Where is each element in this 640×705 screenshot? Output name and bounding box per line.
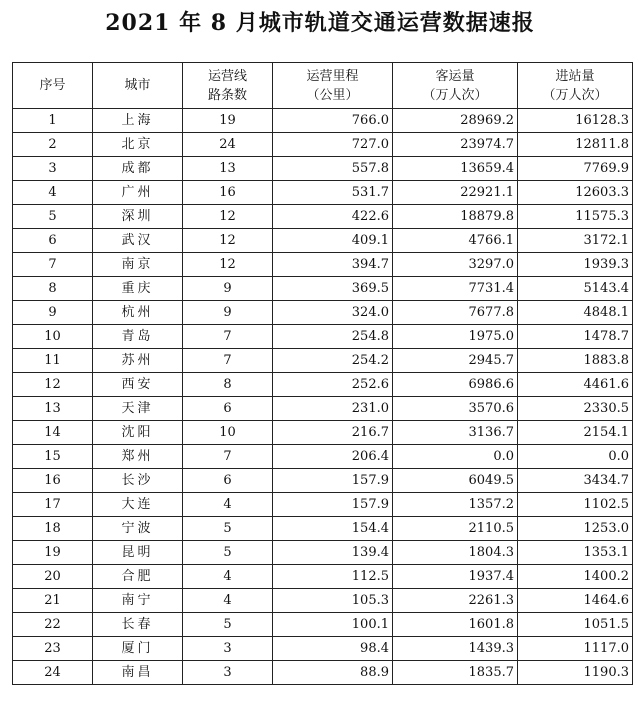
cell-mileage: 422.6 bbox=[273, 205, 393, 229]
cell-passengers: 13659.4 bbox=[393, 157, 518, 181]
cell-index: 12 bbox=[13, 373, 93, 397]
cell-index: 17 bbox=[13, 493, 93, 517]
cell-entries: 1102.5 bbox=[518, 493, 633, 517]
cell-index: 4 bbox=[13, 181, 93, 205]
cell-entries: 5143.4 bbox=[518, 277, 633, 301]
header-entries bbox=[518, 63, 633, 109]
cell-city: 大连 bbox=[93, 493, 183, 517]
cell-city: 沈阳 bbox=[93, 421, 183, 445]
table-row bbox=[13, 541, 633, 565]
cell-mileage: 409.1 bbox=[273, 229, 393, 253]
cell-entries: 1253.0 bbox=[518, 517, 633, 541]
cell-city: 合肥 bbox=[93, 565, 183, 589]
cell-mileage: 369.5 bbox=[273, 277, 393, 301]
cell-entries: 1400.2 bbox=[518, 565, 633, 589]
cell-city: 南京 bbox=[93, 253, 183, 277]
cell-mileage: 100.1 bbox=[273, 613, 393, 637]
cell-passengers: 1804.3 bbox=[393, 541, 518, 565]
header-mileage-label: 运营里程 bbox=[306, 68, 359, 84]
cell-entries: 1353.1 bbox=[518, 541, 633, 565]
cell-entries: 3434.7 bbox=[518, 469, 633, 493]
cell-entries: 1190.3 bbox=[518, 661, 633, 685]
cell-lines: 4 bbox=[183, 493, 273, 517]
cell-passengers: 1601.8 bbox=[393, 613, 518, 637]
table-row bbox=[13, 253, 633, 277]
cell-mileage: 252.6 bbox=[273, 373, 393, 397]
table-row bbox=[13, 613, 633, 637]
cell-entries: 1478.7 bbox=[518, 325, 633, 349]
cell-city: 青岛 bbox=[93, 325, 183, 349]
cell-lines: 7 bbox=[183, 445, 273, 469]
cell-passengers: 0.0 bbox=[393, 445, 518, 469]
cell-mileage: 157.9 bbox=[273, 469, 393, 493]
cell-index: 23 bbox=[13, 637, 93, 661]
cell-city: 重庆 bbox=[93, 277, 183, 301]
header-passengers bbox=[393, 63, 518, 109]
header-lines-label: 运营线 bbox=[207, 68, 247, 84]
cell-passengers: 23974.7 bbox=[393, 133, 518, 157]
header-passengers-unit: （万人次） bbox=[422, 87, 488, 103]
table-row bbox=[13, 229, 633, 253]
header-lines-label-2: 路条数 bbox=[207, 87, 247, 103]
cell-city: 昆明 bbox=[93, 541, 183, 565]
cell-mileage: 531.7 bbox=[273, 181, 393, 205]
cell-index: 3 bbox=[13, 157, 93, 181]
cell-index: 11 bbox=[13, 349, 93, 373]
table-row bbox=[13, 133, 633, 157]
cell-city: 郑州 bbox=[93, 445, 183, 469]
cell-lines: 7 bbox=[183, 325, 273, 349]
cell-lines: 19 bbox=[183, 109, 273, 133]
header-index bbox=[13, 63, 93, 109]
cell-mileage: 154.4 bbox=[273, 517, 393, 541]
cell-entries: 7769.9 bbox=[518, 157, 633, 181]
cell-index: 21 bbox=[13, 589, 93, 613]
header-city bbox=[93, 63, 183, 109]
header-city-label: 城市 bbox=[124, 78, 151, 93]
cell-entries: 16128.3 bbox=[518, 109, 633, 133]
cell-passengers: 22921.1 bbox=[393, 181, 518, 205]
cell-city: 武汉 bbox=[93, 229, 183, 253]
cell-lines: 12 bbox=[183, 253, 273, 277]
table-row bbox=[13, 157, 633, 181]
cell-lines: 9 bbox=[183, 301, 273, 325]
cell-passengers: 7731.4 bbox=[393, 277, 518, 301]
cell-index: 7 bbox=[13, 253, 93, 277]
cell-index: 15 bbox=[13, 445, 93, 469]
cell-index: 24 bbox=[13, 661, 93, 685]
cell-mileage: 727.0 bbox=[273, 133, 393, 157]
cell-entries: 1464.6 bbox=[518, 589, 633, 613]
cell-mileage: 324.0 bbox=[273, 301, 393, 325]
cell-lines: 3 bbox=[183, 661, 273, 685]
cell-entries: 1051.5 bbox=[518, 613, 633, 637]
cell-passengers: 6049.5 bbox=[393, 469, 518, 493]
cell-passengers: 3136.7 bbox=[393, 421, 518, 445]
cell-passengers: 4766.1 bbox=[393, 229, 518, 253]
cell-index: 16 bbox=[13, 469, 93, 493]
cell-lines: 13 bbox=[183, 157, 273, 181]
cell-passengers: 1835.7 bbox=[393, 661, 518, 685]
cell-city: 广州 bbox=[93, 181, 183, 205]
header-passengers-label: 客运量 bbox=[435, 68, 475, 84]
table-row bbox=[13, 301, 633, 325]
cell-lines: 7 bbox=[183, 349, 273, 373]
cell-index: 13 bbox=[13, 397, 93, 421]
cell-lines: 16 bbox=[183, 181, 273, 205]
cell-lines: 4 bbox=[183, 589, 273, 613]
cell-mileage: 254.8 bbox=[273, 325, 393, 349]
cell-passengers: 1439.3 bbox=[393, 637, 518, 661]
cell-entries: 12603.3 bbox=[518, 181, 633, 205]
header-entries-label: 进站量 bbox=[555, 68, 595, 84]
cell-index: 9 bbox=[13, 301, 93, 325]
cell-mileage: 105.3 bbox=[273, 589, 393, 613]
cell-entries: 2330.5 bbox=[518, 397, 633, 421]
cell-index: 19 bbox=[13, 541, 93, 565]
cell-index: 20 bbox=[13, 565, 93, 589]
cell-entries: 0.0 bbox=[518, 445, 633, 469]
cell-mileage: 98.4 bbox=[273, 637, 393, 661]
cell-mileage: 206.4 bbox=[273, 445, 393, 469]
cell-passengers: 1357.2 bbox=[393, 493, 518, 517]
cell-passengers: 1937.4 bbox=[393, 565, 518, 589]
cell-index: 14 bbox=[13, 421, 93, 445]
cell-passengers: 2945.7 bbox=[393, 349, 518, 373]
cell-city: 西安 bbox=[93, 373, 183, 397]
table-row bbox=[13, 205, 633, 229]
cell-city: 深圳 bbox=[93, 205, 183, 229]
cell-lines: 12 bbox=[183, 205, 273, 229]
cell-lines: 5 bbox=[183, 517, 273, 541]
cell-index: 1 bbox=[13, 109, 93, 133]
cell-index: 6 bbox=[13, 229, 93, 253]
header-lines bbox=[183, 63, 273, 109]
page-title: 2021 年 8 月城市轨道交通运营数据速报 bbox=[105, 10, 535, 36]
cell-passengers: 3297.0 bbox=[393, 253, 518, 277]
cell-index: 18 bbox=[13, 517, 93, 541]
cell-mileage: 112.5 bbox=[273, 565, 393, 589]
cell-lines: 9 bbox=[183, 277, 273, 301]
cell-entries: 11575.3 bbox=[518, 205, 633, 229]
cell-lines: 8 bbox=[183, 373, 273, 397]
cell-city: 宁波 bbox=[93, 517, 183, 541]
header-index-label: 序号 bbox=[39, 78, 66, 93]
cell-city: 南昌 bbox=[93, 661, 183, 685]
table-row bbox=[13, 373, 633, 397]
cell-entries: 1883.8 bbox=[518, 349, 633, 373]
cell-city: 上海 bbox=[93, 109, 183, 133]
cell-lines: 4 bbox=[183, 565, 273, 589]
cell-index: 10 bbox=[13, 325, 93, 349]
header-mileage-unit: （公里） bbox=[306, 87, 359, 103]
table-row bbox=[13, 565, 633, 589]
cell-city: 成都 bbox=[93, 157, 183, 181]
cell-city: 南宁 bbox=[93, 589, 183, 613]
table-row bbox=[13, 109, 633, 133]
cell-index: 5 bbox=[13, 205, 93, 229]
table-row bbox=[13, 469, 633, 493]
table-row bbox=[13, 397, 633, 421]
cell-mileage: 157.9 bbox=[273, 493, 393, 517]
cell-mileage: 394.7 bbox=[273, 253, 393, 277]
cell-mileage: 557.8 bbox=[273, 157, 393, 181]
cell-mileage: 254.2 bbox=[273, 349, 393, 373]
cell-city: 天津 bbox=[93, 397, 183, 421]
cell-lines: 5 bbox=[183, 613, 273, 637]
cell-lines: 3 bbox=[183, 637, 273, 661]
table-row bbox=[13, 349, 633, 373]
cell-entries: 12811.8 bbox=[518, 133, 633, 157]
table-row bbox=[13, 445, 633, 469]
cell-lines: 5 bbox=[183, 541, 273, 565]
cell-mileage: 231.0 bbox=[273, 397, 393, 421]
cell-mileage: 139.4 bbox=[273, 541, 393, 565]
cell-city: 长沙 bbox=[93, 469, 183, 493]
cell-city: 杭州 bbox=[93, 301, 183, 325]
header-mileage bbox=[273, 63, 393, 109]
header-row bbox=[13, 63, 633, 109]
cell-lines: 12 bbox=[183, 229, 273, 253]
table-row bbox=[13, 277, 633, 301]
cell-entries: 3172.1 bbox=[518, 229, 633, 253]
cell-index: 22 bbox=[13, 613, 93, 637]
table-row bbox=[13, 637, 633, 661]
cell-passengers: 2261.3 bbox=[393, 589, 518, 613]
cell-passengers: 2110.5 bbox=[393, 517, 518, 541]
cell-passengers: 1975.0 bbox=[393, 325, 518, 349]
cell-index: 8 bbox=[13, 277, 93, 301]
cell-index: 2 bbox=[13, 133, 93, 157]
table-row bbox=[13, 589, 633, 613]
table-row bbox=[13, 517, 633, 541]
table-row bbox=[13, 325, 633, 349]
cell-mileage: 88.9 bbox=[273, 661, 393, 685]
table-row bbox=[13, 661, 633, 685]
cell-mileage: 216.7 bbox=[273, 421, 393, 445]
cell-mileage: 766.0 bbox=[273, 109, 393, 133]
cell-entries: 1117.0 bbox=[518, 637, 633, 661]
table-row bbox=[13, 421, 633, 445]
cell-passengers: 3570.6 bbox=[393, 397, 518, 421]
cell-passengers: 7677.8 bbox=[393, 301, 518, 325]
cell-lines: 6 bbox=[183, 469, 273, 493]
cell-passengers: 6986.6 bbox=[393, 373, 518, 397]
cell-city: 厦门 bbox=[93, 637, 183, 661]
cell-lines: 10 bbox=[183, 421, 273, 445]
cell-lines: 24 bbox=[183, 133, 273, 157]
cell-passengers: 18879.8 bbox=[393, 205, 518, 229]
table-row bbox=[13, 493, 633, 517]
cell-entries: 1939.3 bbox=[518, 253, 633, 277]
table-body bbox=[13, 109, 633, 685]
cell-city: 北京 bbox=[93, 133, 183, 157]
cell-passengers: 28969.2 bbox=[393, 109, 518, 133]
cell-entries: 4848.1 bbox=[518, 301, 633, 325]
cell-city: 长春 bbox=[93, 613, 183, 637]
cell-entries: 4461.6 bbox=[518, 373, 633, 397]
header-entries-unit: （万人次） bbox=[542, 87, 608, 103]
metro-data-table bbox=[12, 62, 633, 685]
cell-entries: 2154.1 bbox=[518, 421, 633, 445]
cell-lines: 6 bbox=[183, 397, 273, 421]
table-row bbox=[13, 181, 633, 205]
cell-city: 苏州 bbox=[93, 349, 183, 373]
